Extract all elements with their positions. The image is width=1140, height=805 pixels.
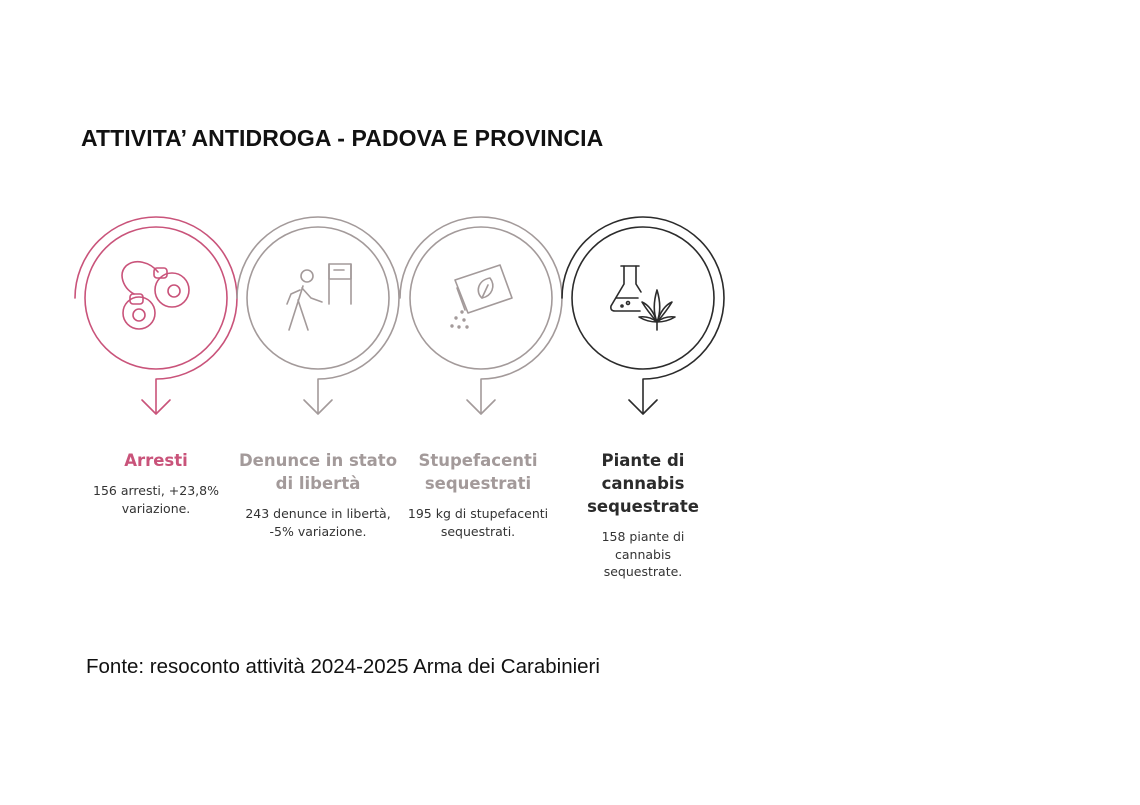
page-title: ATTIVITA’ ANTIDROGA - PADOVA E PROVINCIA xyxy=(81,125,604,151)
seized-drug-bag-icon xyxy=(451,265,512,328)
step-description: 243 denunce in libertà, -5% variazione. xyxy=(245,506,391,539)
handcuffs-icon xyxy=(122,262,189,329)
step-description: 158 piante di cannabis sequestrate. xyxy=(601,529,685,579)
step-2-ring-group xyxy=(237,217,399,414)
step-2-outer-ring xyxy=(237,217,399,413)
person-walking-sign-icon xyxy=(287,264,351,330)
step-1-outer-ring xyxy=(75,217,237,413)
step-description: 195 kg di stupefacenti sequestrati. xyxy=(407,506,549,539)
step-3-outer-ring xyxy=(400,217,562,413)
step-1-ring-group xyxy=(75,217,237,414)
step-arresti xyxy=(76,449,236,517)
source-caption: Fonte: resoconto attività 2024-2025 Arma dei Carabinieri xyxy=(86,655,600,678)
step-title: Denunce in stato di libertà xyxy=(238,451,398,493)
step-4-inner-circle xyxy=(572,227,714,369)
step-stupefacenti xyxy=(398,449,558,540)
flask-cannabis-icon xyxy=(611,266,675,330)
step-title: Piante di cannabis sequestrate xyxy=(587,451,699,516)
step-description: 156 arresti, +23,8% variazione. xyxy=(93,483,219,516)
step-piante-cannabis xyxy=(563,449,723,581)
step-title: Stupefacenti sequestrati xyxy=(418,451,538,493)
step-denunce xyxy=(238,449,398,540)
step-1-inner-circle xyxy=(85,227,227,369)
step-4-outer-ring xyxy=(562,217,724,413)
step-2-inner-circle xyxy=(247,227,389,369)
step-3-ring-group xyxy=(400,217,562,414)
step-4-ring-group xyxy=(562,217,724,414)
step-title: Arresti xyxy=(124,451,188,470)
